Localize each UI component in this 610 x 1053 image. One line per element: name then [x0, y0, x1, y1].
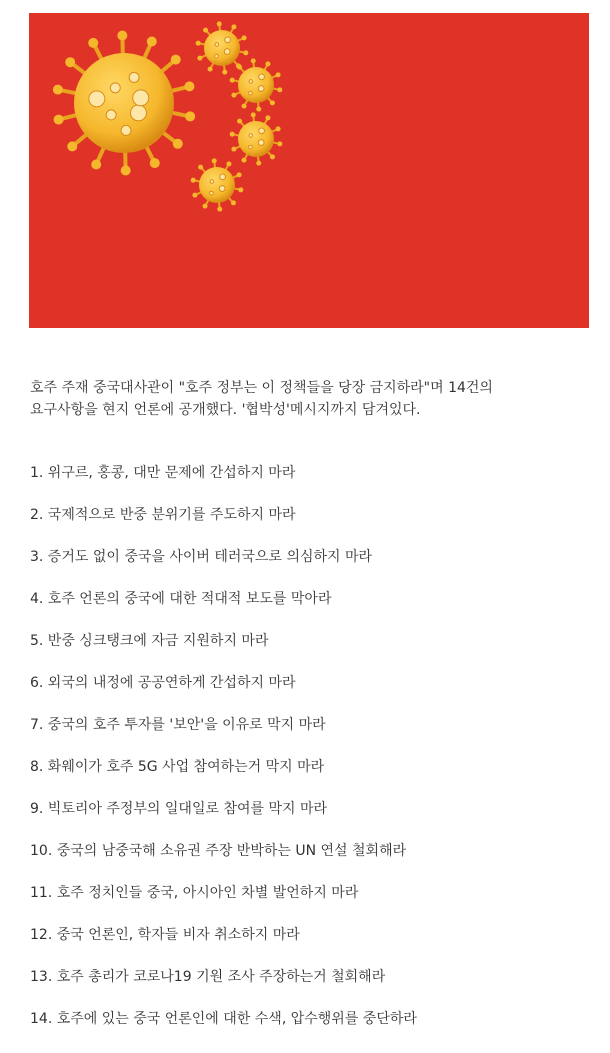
small-virus-icon	[230, 112, 283, 165]
list-item: 2. 국제적으로 반중 분위기를 주도하지 마라	[30, 507, 296, 523]
list-item: 1. 위구르, 홍콩, 대만 문제에 간섭하지 마라	[30, 465, 296, 481]
list-item: 10. 중국의 남중국해 소유권 주장 반박하는 UN 연설 철회해라	[30, 843, 407, 859]
list-item: 7. 중국의 호주 투자를 '보안'을 이유로 막지 마라	[30, 717, 326, 733]
large-virus-icon	[53, 31, 195, 176]
list-item: 13. 호주 총리가 코로나19 기원 조사 주장하는거 철회해라	[30, 969, 386, 985]
list-item: 11. 호주 정치인들 중국, 아시아인 차별 발언하지 마라	[30, 885, 359, 901]
virus-flag-icon	[29, 13, 589, 328]
list-item: 9. 빅토리아 주정부의 일대일로 참여를 막지 마라	[30, 801, 328, 817]
list-item: 6. 외국의 내정에 공공연하게 간섭하지 마라	[30, 675, 296, 691]
list-item: 5. 반중 싱크탱크에 자금 지원하지 마라	[30, 633, 269, 649]
intro-line-2: 요구사항을 현지 언론에 공개했다. '협박성'메시지까지 담겨있다.	[30, 402, 421, 418]
list-item: 14. 호주에 있는 중국 언론인에 대한 수색, 압수행위를 중단하라	[30, 1011, 417, 1027]
intro-paragraph	[30, 377, 590, 421]
list-item: 4. 호주 언론의 중국에 대한 적대적 보도를 막아라	[30, 591, 332, 607]
demands-list	[30, 462, 417, 1050]
small-virus-icon	[230, 58, 283, 111]
small-virus-icon	[191, 158, 244, 211]
intro-line-1: 호주 주재 중국대사관이 "호주 정부는 이 정책들을 당장 금지하라"며 14건의	[30, 380, 493, 396]
list-item: 3. 증거도 없이 중국을 사이버 테러국으로 의심하지 마라	[30, 549, 373, 565]
hero-image	[29, 13, 589, 328]
list-item: 12. 중국 언론인, 학자들 비자 취소하지 마라	[30, 927, 300, 943]
list-item: 8. 화웨이가 호주 5G 사업 참여하는거 막지 마라	[30, 759, 325, 775]
